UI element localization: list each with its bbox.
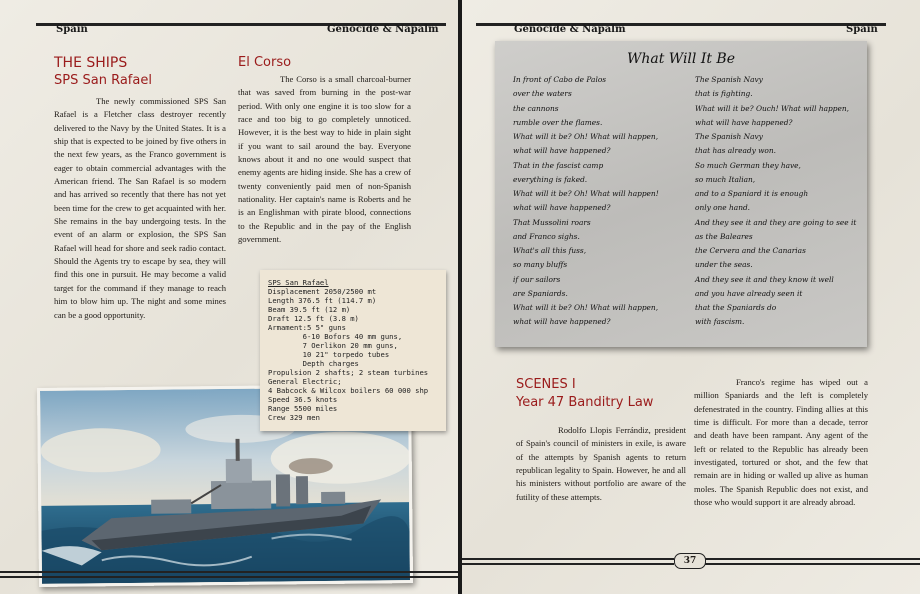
statblock-line: 10 21" torpedo tubes (268, 350, 390, 359)
scenes-column-left (516, 376, 686, 504)
page-number: 37 (674, 553, 706, 569)
footer-rule (0, 571, 458, 573)
poem-line: with fascism. (695, 317, 745, 327)
statblock-line: Depth charges (268, 359, 359, 368)
statblock-line: 6-10 Bofors 40 mm guns, (268, 332, 403, 341)
footer-rule (0, 576, 458, 578)
statblock-line: Armament:5 5" guns (268, 323, 346, 332)
footer-rule (704, 563, 920, 565)
poem-box (495, 41, 867, 347)
scenes-text-left: Rodolfo Llopis Ferrándiz, president of Spain's council of ministers in exile, is aware of the attempts by Spanish agents to return republican legality to Spain. However, he and all his ministers without portfolio are aware of the futility of these attempts. (516, 425, 686, 502)
poem-line: What will it be? Oh! What will happen, (513, 303, 659, 312)
statblock-line: Crew 329 men (268, 413, 320, 422)
corso-text: The Corso is a small charcoal-burner that was saved from burning in the post-war period. With only one engine it is too slow for a race and too big to go completely unnoticed. However, it is the best way to hide in plain sight if you want to sail around the bay. Everyone knows about it and no one would suspect that enemy agents are hiding inside. She has a crew of twenty conveniently paid men of non-Spanish nationality. Her captain's name is Roberts and he is an Englishman with pirate blood, connections to the Republic and in the pay of the English government. (238, 74, 411, 245)
statblock-line: Speed 36.5 knots (268, 395, 338, 404)
header-left: Spain (56, 24, 88, 35)
statblock-line: 4 Babcock & Wilcox boilers 60 000 shp (268, 386, 429, 395)
statblock-title: SPS San Rafael (268, 278, 329, 287)
poem-line: what will have happened? (513, 146, 611, 156)
poem-line: And they see it and they are going to see it (695, 217, 857, 227)
poem-line: what will have happened? (695, 117, 793, 127)
statblock-line: Length 376.5 ft (114.7 m) (268, 296, 377, 305)
corso-column (238, 54, 411, 246)
poem-line: under the seas. (695, 260, 753, 270)
poem-line: rumble over the flames. (513, 117, 603, 127)
corso-heading: El Corso (238, 55, 292, 70)
scenes-column-right (694, 376, 868, 509)
poem-column-left (513, 73, 659, 330)
poem-line: So much German they have, (695, 160, 801, 170)
san-rafael-column (54, 54, 226, 322)
poem-line: everything is faked. (513, 174, 588, 184)
poem-line: That Mussolini roars (513, 217, 591, 227)
poem-line: that has already won. (695, 146, 776, 156)
san-rafael-text: The newly commissioned SPS San Rafael is a Fletcher class destroyer recently delivered to the Navy by the United States. It is a ship that is expected to be joined by five others in the next few years, as the Franco government is eager to obtain commercial advantages with the American friend. The San Rafael is so modern and has arrived so recently that there has not yet been time for the crew to get acquainted with her. She remains in the bay undergoing tests. In the event of an alarm or explosion, the SPS San Rafael will head for shore and seek radio contact. Should the Agents try to escape by sea, they will find this one in pursuit. He may become a valid target for the command if they manage to reach him to blow him up. The night and some mines can be a good opportunity. (54, 96, 226, 320)
header-right: Genocide & Napalm (327, 24, 439, 35)
poem-line: that the Spaniards do (695, 303, 777, 312)
poem-line: The Spanish Navy (695, 132, 763, 141)
footer-rule (462, 558, 674, 560)
footer-rule (704, 558, 920, 560)
poem-line: so many bluffs (513, 260, 568, 270)
section-title: THE SHIPS (54, 55, 128, 71)
right-page (462, 0, 920, 594)
left-page (0, 0, 458, 594)
ship-statblock (260, 270, 446, 431)
statblock-line: Draft 12.5 ft (3.8 m) (268, 314, 359, 323)
poem-line: what will have happened? (513, 203, 611, 213)
statblock-line: General Electric; (268, 377, 342, 386)
ship-heading: SPS San Rafael (54, 73, 152, 88)
poem-line: the Cervera and the Canarias (695, 246, 806, 255)
poem-line: what will have happened? (513, 317, 611, 327)
header-left: Genocide & Napalm (514, 24, 626, 35)
poem-line: and you have already seen it (695, 288, 803, 298)
poem-line: That in the fascist camp (513, 160, 604, 170)
poem-line: and to a Spaniard it is enough (695, 189, 809, 198)
statblock-line: Propulsion 2 shafts; 2 steam turbines (268, 368, 429, 377)
poem-line: And they see it and they know it well (695, 274, 834, 284)
poem-line: over the waters (513, 89, 572, 99)
poem-line: so much Italian, (695, 174, 756, 184)
poem-line: What's all this fuss, (513, 246, 587, 255)
poem-line: What will it be? Oh! What will happen! (513, 189, 659, 198)
poem-title: What Will It Be (626, 51, 736, 67)
poem-line: as the Baleares (695, 231, 753, 241)
header-right: Spain (846, 24, 878, 35)
statblock-line: Range 5500 miles (268, 404, 338, 413)
scenes-subheading: Year 47 Banditry Law (516, 395, 654, 410)
poem-line: only one hand. (695, 203, 751, 213)
poem-line: The Spanish Navy (695, 75, 763, 84)
poem-column-right (695, 73, 856, 330)
footer-rule (462, 563, 674, 565)
poem-line: if our sailors (513, 274, 561, 284)
poem-line: are Spaniards. (513, 288, 568, 298)
poem-line: the cannons (513, 103, 559, 113)
statblock-line: Displacement 2050/2500 mt (268, 287, 377, 296)
poem-line: What will it be? Oh! What will happen, (513, 132, 659, 141)
poem-line: and Franco sighs. (513, 231, 580, 241)
poem-line: that is fighting. (695, 89, 753, 99)
poem-line: What will it be? Ouch! What will happen, (695, 103, 849, 113)
poem-line: In front of Cabo de Palos (513, 75, 607, 84)
scenes-text-right: Franco's regime has wiped out a million Spaniards and the left is completely defenestrated in the country. Finding allies at this time is difficult. For more than a decade, terror and death have been rampant. Any agent of the left or related to the Republic has already been investigated, tortured or shot, and the few that remain are in hiding or walled up alive as human moles. The Spanish Republic does not exist, and those who would support it are already abroad. (694, 377, 868, 508)
scenes-heading: SCENES I (516, 377, 576, 392)
statblock-line: Beam 39.5 ft (12 m) (268, 305, 351, 314)
statblock-line: 7 Oerlikon 20 mm guns, (268, 341, 398, 350)
